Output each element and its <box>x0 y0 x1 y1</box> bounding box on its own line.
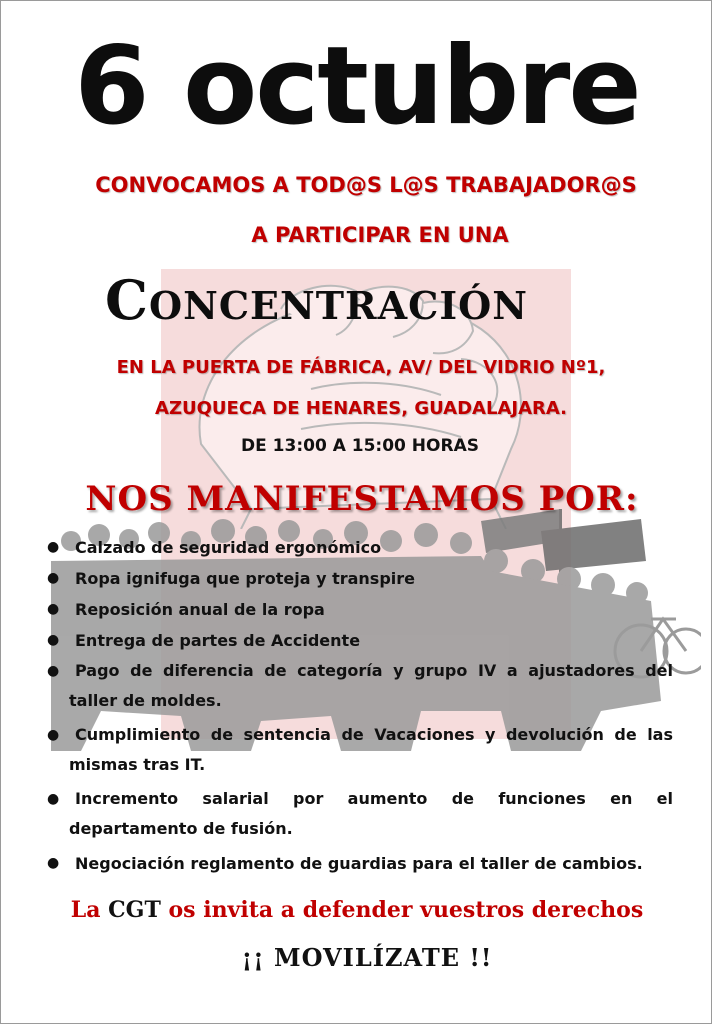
demand-text: Pago de diferencia de categoría y grupo IV a ajustadores del taller de moldes. <box>69 661 673 710</box>
event-hours: DE 13:00 A 15:00 HORAS <box>241 436 479 456</box>
demand-text: Calzado de seguridad ergonómico <box>75 538 382 557</box>
list-item <box>45 532 673 563</box>
list-item <box>45 563 673 594</box>
closing-slogan: ¡¡ MOVILÍZATE !! <box>241 943 493 972</box>
bullet-icon: ● <box>47 539 60 555</box>
demand-text: Entrega de partes de Accidente <box>75 631 361 650</box>
event-type-heading: Concentración <box>105 268 528 332</box>
bullet-icon: ● <box>47 727 60 743</box>
bullet-icon: ● <box>47 570 60 586</box>
demands-list <box>45 532 673 879</box>
invitation-line <box>1 897 712 923</box>
bullet-icon: ● <box>47 663 60 679</box>
cgt-organization: CGT <box>108 897 161 923</box>
list-item <box>45 784 673 844</box>
list-item <box>45 656 673 716</box>
location-line-1: EN LA PUERTA DE FÁBRICA, AV/ DEL VIDRIO Nº1, <box>116 357 606 378</box>
bullet-icon: ● <box>47 632 60 648</box>
demand-text: Cumplimiento de sentencia de Vacaciones y devolución de las mismas tras IT. <box>69 725 673 774</box>
list-item <box>45 594 673 625</box>
call-line-2: A PARTICIPAR EN UNA <box>251 223 509 247</box>
list-item <box>45 848 673 879</box>
location-line-2: AZUQUECA DE HENARES, GUADALAJARA. <box>155 398 567 419</box>
demand-text: Ropa ignifuga que proteja y transpire <box>75 569 415 588</box>
demands-heading: NOS MANIFESTAMOS POR: <box>85 479 639 519</box>
bullet-icon: ● <box>47 855 60 871</box>
bullet-icon: ● <box>47 601 60 617</box>
date-title: 6 octubre <box>74 24 640 149</box>
list-item <box>45 625 673 656</box>
demand-text: Reposición anual de la ropa <box>75 600 325 619</box>
call-line-1: CONVOCAMOS A TOD@S L@S TRABAJADOR@S <box>95 173 637 197</box>
demand-text: Negociación reglamento de guardias para el taller de cambios. <box>75 854 643 873</box>
list-item <box>45 720 673 780</box>
invite-prefix: La <box>70 897 109 923</box>
bullet-icon: ● <box>47 791 60 807</box>
demand-text: Incremento salarial por aumento de funciones en el departamento de fusión. <box>69 789 673 838</box>
invite-rest: os invita a defender vuestros derechos <box>160 897 644 923</box>
